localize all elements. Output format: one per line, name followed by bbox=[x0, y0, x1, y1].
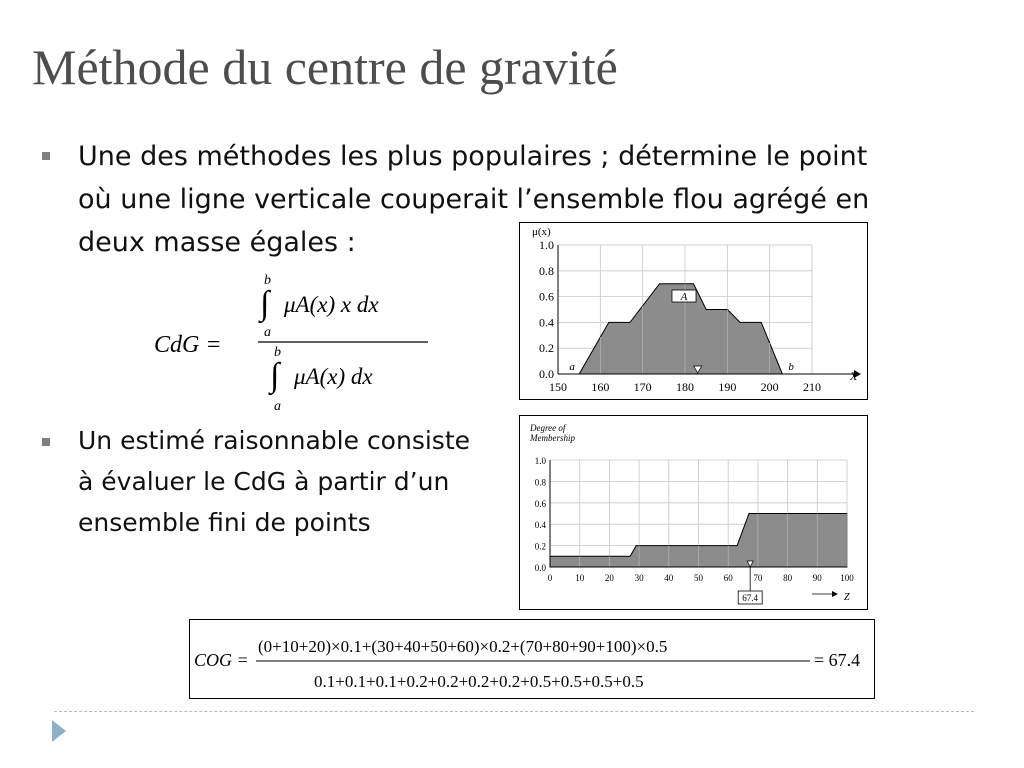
num-upper-limit: b bbox=[264, 273, 271, 288]
y-tick-label-1: 0.2 bbox=[539, 341, 554, 356]
cog-value-label: 67.4 bbox=[742, 593, 759, 603]
bullet-1-line-1: Une des méthodes les plus populaires ; détermine le point bbox=[78, 141, 868, 172]
y-tick-label-5: 1.0 bbox=[539, 238, 554, 252]
x-tick-label-10: 100 bbox=[840, 573, 854, 583]
den-lower-limit: a bbox=[274, 399, 281, 414]
x-axis-label: X bbox=[850, 369, 858, 383]
numerator-expr: μA(x) x dx bbox=[284, 292, 379, 317]
x-tick-label-9: 90 bbox=[812, 573, 822, 583]
cog-lhs: COG = bbox=[194, 650, 249, 670]
x-tick-label-1: 160 bbox=[591, 380, 610, 394]
x-tick-label-0: 0 bbox=[547, 573, 553, 583]
y-tick-label-4: 0.8 bbox=[534, 477, 546, 488]
x-axis-label: Z bbox=[844, 592, 850, 603]
y-axis-label: Degree of bbox=[530, 423, 566, 433]
x-tick-label-8: 80 bbox=[783, 573, 793, 583]
y-tick-label-0: 0.0 bbox=[539, 367, 554, 381]
bullet-text-2 bbox=[78, 420, 470, 543]
x-tick-label-7: 70 bbox=[753, 573, 763, 583]
x-tick-label-6: 60 bbox=[723, 573, 733, 583]
x-tick-label-3: 30 bbox=[634, 573, 644, 583]
bullet-marker-2 bbox=[42, 438, 50, 446]
chart-x-svg bbox=[520, 223, 867, 399]
x-tick-label-5: 50 bbox=[694, 573, 703, 583]
formula-lhs: CdG = bbox=[154, 332, 222, 358]
x-tick-label-0: 150 bbox=[549, 380, 567, 394]
cog-result: = 67.4 bbox=[814, 650, 861, 670]
y-tick-label-3: 0.6 bbox=[539, 289, 554, 304]
integral-formula bbox=[150, 270, 440, 420]
cog-formula-box bbox=[189, 619, 875, 699]
x-tick-label-4: 40 bbox=[664, 573, 674, 583]
bullet-1-line-3: deux masse égales : bbox=[78, 227, 356, 258]
y-tick-label-0: 0.0 bbox=[534, 563, 546, 573]
den-upper-limit: b bbox=[274, 345, 281, 360]
y-axis-label: μ(x) bbox=[532, 226, 551, 238]
y-tick-label-1: 0.2 bbox=[534, 541, 546, 552]
y-tick-label-3: 0.6 bbox=[534, 498, 546, 509]
x-tick-label-2: 20 bbox=[604, 573, 614, 583]
y-axis-label-2: Membership bbox=[530, 433, 575, 443]
cog-numerator: (0+10+20)×0.1+(30+40+50+60)×0.2+(70+80+90+100)×0.5 bbox=[258, 637, 668, 656]
cog-formula bbox=[190, 620, 874, 698]
membership-chart-z bbox=[519, 415, 868, 610]
y-tick-label-4: 0.8 bbox=[539, 263, 554, 278]
cog-denominator: 0.1+0.1+0.1+0.2+0.2+0.2+0.2+0.5+0.5+0.5+0.5 bbox=[314, 672, 644, 691]
footer-divider bbox=[54, 711, 974, 712]
right-bound-label: b bbox=[788, 361, 794, 373]
bullet-1-line-2: où une ligne verticale couperait l’ensemble flou agrégé en bbox=[78, 184, 870, 215]
y-tick-label-2: 0.4 bbox=[534, 520, 546, 531]
slide-title: Méthode du centre de gravité bbox=[32, 39, 618, 95]
den-integral-sign: ∫ bbox=[270, 357, 280, 394]
num-lower-limit: a bbox=[264, 325, 271, 340]
z-axis-arrow-icon bbox=[832, 591, 838, 597]
x-tick-label-3: 180 bbox=[676, 380, 694, 394]
x-tick-label-2: 170 bbox=[633, 380, 652, 394]
bullet-2-line-1: Un estimé raisonnable consiste bbox=[78, 426, 471, 455]
x-tick-label-5: 200 bbox=[760, 380, 779, 394]
y-tick-label-2: 0.4 bbox=[539, 315, 554, 330]
next-slide-arrow-icon[interactable] bbox=[52, 720, 66, 742]
x-tick-label-1: 10 bbox=[575, 573, 585, 583]
chart-z-svg bbox=[520, 416, 867, 609]
num-integral-sign: ∫ bbox=[260, 285, 270, 322]
bullet-2-line-2: à évaluer le CdG à partir d’un bbox=[78, 467, 450, 496]
bullet-2-line-3: ensemble fini de points bbox=[78, 508, 371, 537]
set-label: A bbox=[680, 291, 688, 303]
membership-chart-x bbox=[519, 222, 868, 400]
bullet-marker-1 bbox=[42, 152, 50, 160]
left-bound-label: a bbox=[569, 361, 575, 373]
x-tick-label-6: 210 bbox=[803, 380, 821, 394]
denominator-expr: μA(x) dx bbox=[294, 364, 373, 389]
y-tick-label-5: 1.0 bbox=[534, 456, 546, 466]
x-tick-label-4: 190 bbox=[718, 380, 737, 394]
